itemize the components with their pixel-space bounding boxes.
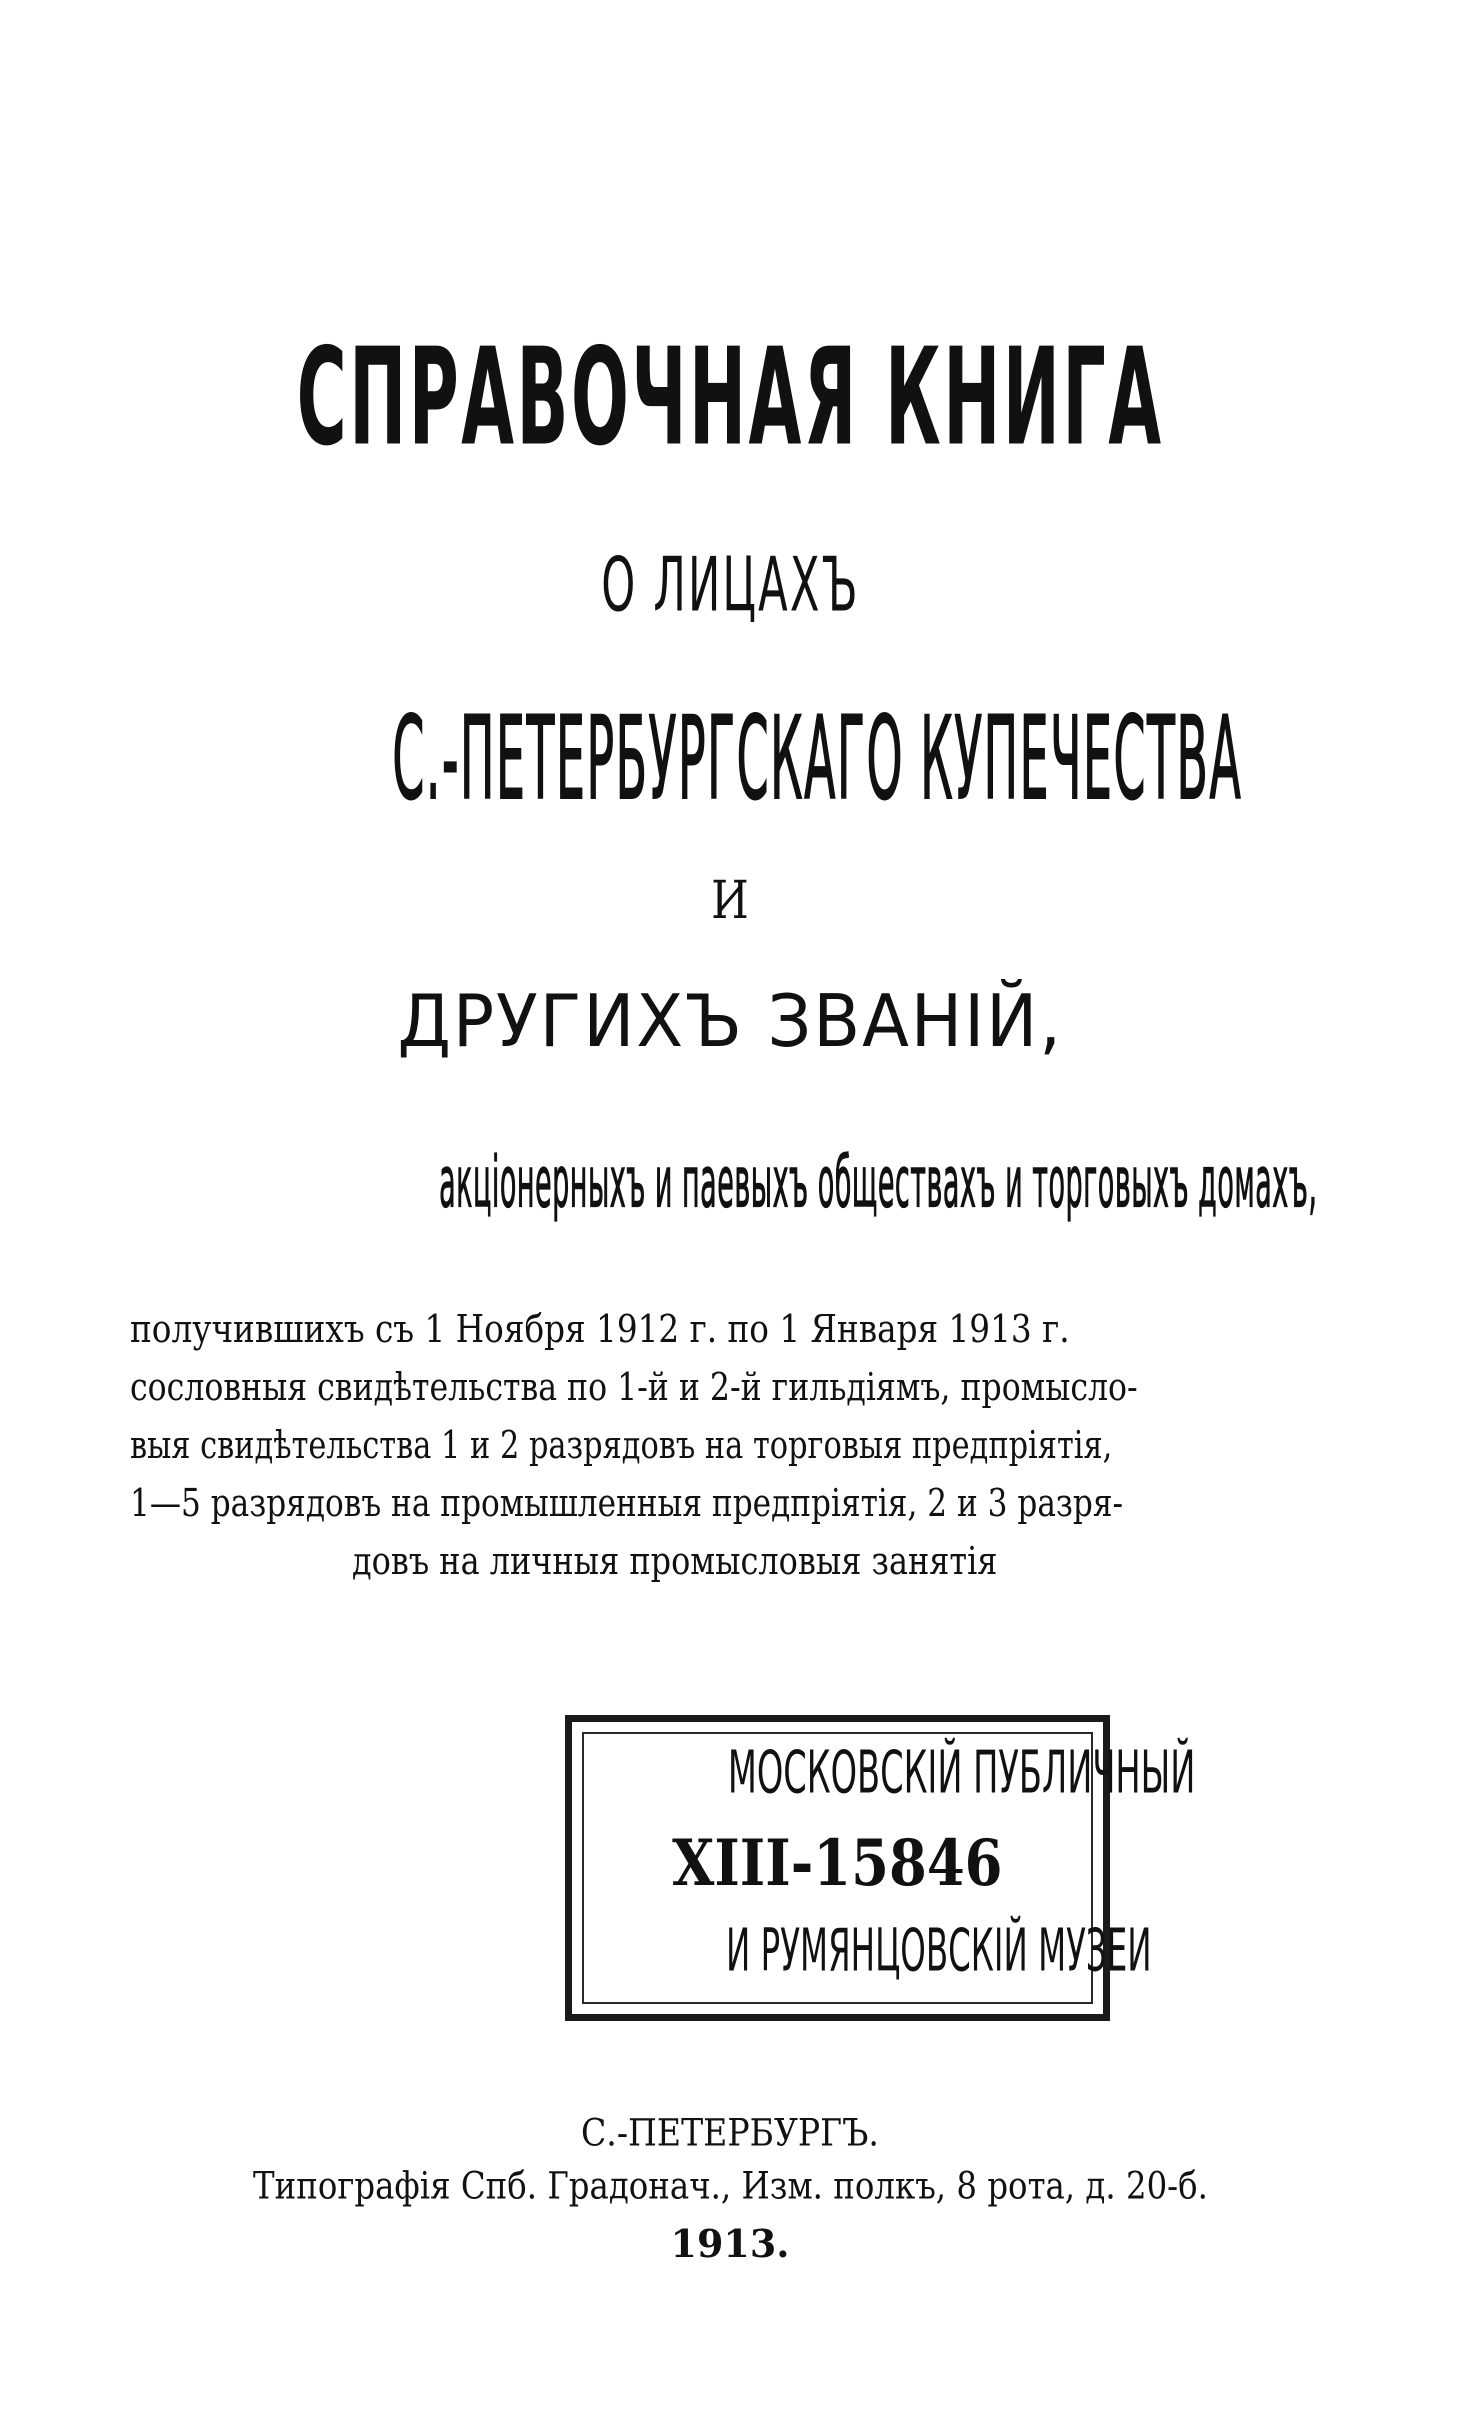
subtitle-conjunction-text: И: [711, 869, 749, 932]
imprint-printer-text: Типографія Спб. Градонач., Изм. полкъ, 8 рота, д. 20-б.: [252, 2164, 1208, 2208]
description-line: 1—5 разрядовъ на промышленныя предпріятія, 2 и 3 разря-: [130, 1481, 1124, 1525]
imprint-city: [0, 2111, 1460, 2155]
description-line: сословныя свидѣтельства по 1-й и 2-й гильдіямъ, промысло-: [130, 1365, 1138, 1409]
subtitle-about-persons: [0, 541, 1460, 630]
imprint-year-text: 1913.: [670, 2221, 790, 2266]
description-paragraph: [120, 1300, 1280, 1600]
stamp-line-top-text: МОСКОВСКІЙ ПУБЛИЧНЫЙ: [727, 1738, 1196, 1807]
stamp-line-bottom-text: И РУМЯНЦОВСКІЙ МУЗЕИ: [726, 1916, 1152, 1985]
stamp-line-bottom: [572, 1916, 1152, 1985]
subtitle-other-ranks: [0, 979, 1460, 1063]
stamp-shelfmark: [572, 1826, 1103, 1901]
description-line: довъ на личныя промысловыя занятія: [352, 1539, 998, 1583]
subtitle-merchants-text: С.-ПЕТЕРБУРГСКАГО КУПЕЧЕСТВА: [392, 691, 1243, 826]
description-line: выя свидѣтельства 1 и 2 разрядовъ на торговыя предпріятія,: [130, 1423, 1113, 1467]
imprint-year: [0, 2221, 1460, 2266]
subtitle-about-persons-text: О ЛИЦАХЪ: [600, 541, 860, 630]
imprint-printer: [0, 2164, 1460, 2208]
subtitle-companies-text: акціонерныхъ и паевыхъ обществахъ и торговыхъ домахъ,: [439, 1141, 1318, 1224]
subtitle-other-ranks-text: ДРУГИХЪ ЗВАНІЙ,: [397, 979, 1063, 1063]
imprint-city-text: С.-ПЕТЕРБУРГЪ.: [580, 2111, 879, 2155]
subtitle-conjunction: [0, 869, 1460, 932]
stamp-line-top: [572, 1738, 1196, 1807]
library-stamp: [565, 1715, 1196, 2021]
subtitle-companies: [0, 1141, 1460, 1224]
book-title-text: СПРАВОЧНАЯ КНИГА: [296, 319, 1164, 476]
description-line: получившихъ съ 1 Ноября 1912 г. по 1 Января 1913 г.: [130, 1307, 1070, 1351]
stamp-shelfmark-text: XIII-15846: [672, 1826, 1003, 1901]
book-title: [0, 319, 1460, 476]
subtitle-merchants: [0, 691, 1460, 826]
